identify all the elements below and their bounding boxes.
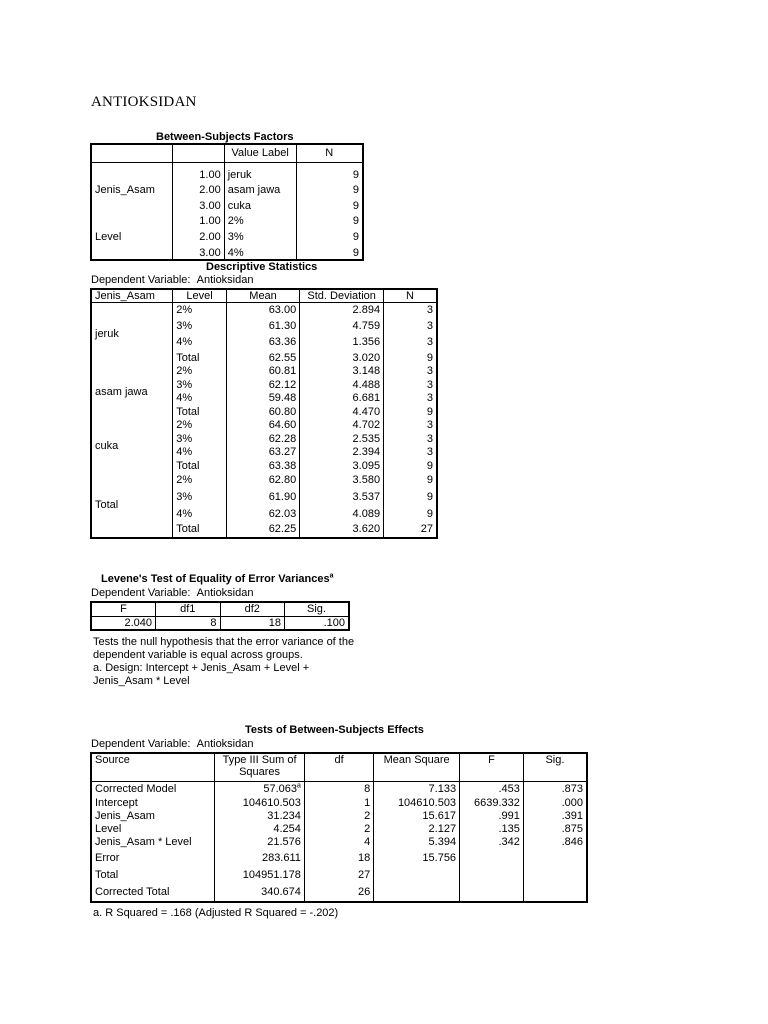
table-cell: Total xyxy=(91,866,215,883)
levene-note: Tests the null hypothesis that the error variance of the dependent variable is equal across groups. xyxy=(93,636,355,661)
table-cell: 3 xyxy=(426,446,433,458)
table-cell xyxy=(224,162,296,169)
table-cell xyxy=(460,883,524,902)
table-cell: 3.148 xyxy=(300,365,384,378)
effects-header-source: Source xyxy=(91,753,215,781)
table-cell: 2.394 xyxy=(300,446,384,459)
levene-title-footnote-marker: a xyxy=(329,572,334,580)
table-cell: 2.127 xyxy=(374,822,460,835)
table-cell: 9 xyxy=(296,199,363,213)
table-cell: 104610.503 xyxy=(374,796,460,809)
table-cell: asam jawa xyxy=(224,181,296,199)
table-cell: 283.611 xyxy=(215,849,305,866)
table-cell: 1.356 xyxy=(300,334,384,351)
table-cell: .991 xyxy=(460,809,524,822)
table-cell: 3 xyxy=(426,419,433,431)
table-cell: 60.80 xyxy=(226,405,299,419)
effects-header-f: F xyxy=(460,753,524,781)
table-cell xyxy=(523,883,587,902)
table-cell: 9 xyxy=(426,459,433,472)
table-cell: 2% xyxy=(173,365,227,378)
factors-table xyxy=(90,143,364,261)
table-cell: 2 xyxy=(304,822,373,835)
factors-jenis-asam xyxy=(91,162,363,213)
table-cell: .873 xyxy=(561,782,583,795)
table-cell: 3.020 xyxy=(300,351,384,365)
factors-row xyxy=(91,181,363,199)
table-cell: 3 xyxy=(426,378,433,391)
table-cell: 9 xyxy=(426,507,433,520)
table-cell: 3.580 xyxy=(300,473,384,488)
table-cell: 3.095 xyxy=(300,459,384,473)
table-cell: 64.60 xyxy=(226,419,299,432)
table-cell: Error xyxy=(91,849,215,866)
table-cell xyxy=(460,866,524,883)
table-cell xyxy=(296,162,363,169)
effects-table xyxy=(90,752,588,903)
table-cell: 3.00 xyxy=(199,200,221,212)
table-cell: 9 xyxy=(296,213,363,228)
table-cell: 2.894 xyxy=(300,303,384,318)
descriptive-group-total xyxy=(91,473,437,538)
table-cell: 63.36 xyxy=(226,334,299,351)
table-cell xyxy=(91,162,173,169)
table-cell: 9 xyxy=(296,228,363,246)
table-cell: 9 xyxy=(426,490,433,503)
table-cell: 31.234 xyxy=(215,809,305,822)
table-cell xyxy=(91,144,173,162)
table-cell: Level xyxy=(91,228,173,246)
table-cell xyxy=(460,849,524,866)
table-cell: .342 xyxy=(460,835,524,849)
table-cell: 4% xyxy=(173,334,227,351)
table-cell: 6639.332 xyxy=(460,796,524,809)
table-cell: Jenis_Asam xyxy=(91,809,215,822)
table-cell: 4 xyxy=(304,835,373,849)
table-cell: Level xyxy=(91,822,215,835)
table-cell: 3% xyxy=(173,378,227,392)
table-cell: 340.674 xyxy=(215,883,305,902)
table-cell: Total xyxy=(173,351,227,365)
table-cell: 4% xyxy=(173,506,227,522)
factors-level xyxy=(91,213,363,260)
levene-header-df2: df2 xyxy=(220,602,285,616)
table-cell: 8 xyxy=(304,781,373,796)
levene-header-f: F xyxy=(91,602,156,616)
descriptive-title: Descriptive Statistics xyxy=(206,261,318,273)
table-row xyxy=(91,883,587,902)
group-label: Total xyxy=(91,473,173,538)
table-cell: cuka xyxy=(224,199,296,213)
table-cell: Total xyxy=(173,459,227,473)
table-cell: 27 xyxy=(420,523,433,535)
table-cell: 3 xyxy=(426,432,433,445)
factors-header-value-label: Value Label xyxy=(224,144,296,162)
table-cell: 26 xyxy=(304,883,373,902)
table-cell: 8 xyxy=(156,616,221,630)
table-cell: 61.30 xyxy=(226,318,299,334)
table-cell: .875 xyxy=(561,822,583,835)
table-cell: 4.089 xyxy=(300,506,384,522)
table-cell: 3.00 xyxy=(199,246,221,259)
table-cell: 5.394 xyxy=(374,835,460,849)
table-cell: .846 xyxy=(561,836,583,848)
factors-header-n: N xyxy=(296,144,363,162)
table-cell: jeruk xyxy=(224,169,296,181)
table-cell: Jenis_Asam xyxy=(91,181,173,199)
descriptive-group-cuka xyxy=(91,419,437,473)
table-cell: .135 xyxy=(460,822,524,835)
effects-dependent-variable: Dependent Variable: Antioksidan xyxy=(91,738,254,750)
table-cell: 2% xyxy=(173,473,227,488)
table-cell: 63.00 xyxy=(226,303,299,318)
table-cell: 3 xyxy=(426,319,433,332)
table-cell: 2% xyxy=(173,303,227,318)
table-cell: 9 xyxy=(296,181,363,199)
table-cell: .100 xyxy=(323,616,345,629)
table-cell: 3 xyxy=(426,365,433,377)
group-label: asam jawa xyxy=(91,365,173,419)
table-cell: 21.576 xyxy=(215,835,305,849)
document-title: ANTIOKSIDAN xyxy=(91,94,197,110)
table-cell: Jenis_Asam * Level xyxy=(91,835,215,849)
table-cell: 2.00 xyxy=(199,184,221,196)
table-cell: 4.254 xyxy=(215,822,305,835)
footnote-marker: a xyxy=(297,782,301,790)
table-row xyxy=(91,303,437,318)
table-cell: 3 xyxy=(426,304,433,317)
table-cell: 63.27 xyxy=(226,446,299,459)
table-cell: 2.00 xyxy=(199,231,221,243)
table-cell: 3% xyxy=(173,432,227,446)
descriptive-header-mean: Mean xyxy=(226,289,299,303)
table-cell: Total xyxy=(173,405,227,419)
table-cell: 9 xyxy=(426,474,433,486)
table-cell xyxy=(523,866,587,883)
table-cell: 62.03 xyxy=(226,506,299,522)
table-row xyxy=(91,781,587,796)
table-cell: 4% xyxy=(173,446,227,459)
table-row xyxy=(91,796,587,809)
levene-dependent-variable: Dependent Variable: Antioksidan xyxy=(91,587,254,599)
effects-header-sum-of-squares: Type III Sum of Squares xyxy=(215,753,305,781)
table-cell: 60.81 xyxy=(226,365,299,378)
levene-header-sig: Sig. xyxy=(307,603,326,616)
table-cell: 62.80 xyxy=(226,473,299,488)
table-cell: 27 xyxy=(304,866,373,883)
table-cell xyxy=(91,213,173,228)
table-cell: 3 xyxy=(426,336,433,348)
table-cell: 4% xyxy=(224,246,296,260)
table-row xyxy=(91,419,437,432)
table-cell: 1 xyxy=(304,796,373,809)
table-cell: Intercept xyxy=(91,796,215,809)
table-cell: 57.063$^a$ xyxy=(215,781,305,796)
table-cell: .453 xyxy=(460,781,524,796)
table-cell: .391 xyxy=(561,809,583,822)
table-cell: 2.535 xyxy=(300,432,384,446)
levene-table xyxy=(90,601,350,631)
table-cell: 18 xyxy=(220,616,285,630)
table-cell: Corrected Total xyxy=(91,883,215,902)
levene-design-footnote: a. Design: Intercept + Jenis_Asam + Level + Jenis_Asam * Level xyxy=(93,662,310,687)
table-row xyxy=(91,616,349,630)
table-cell xyxy=(173,162,225,169)
effects-header-mean-square: Mean Square xyxy=(374,753,460,781)
table-cell: 3.620 xyxy=(300,522,384,538)
effects-header-sig: Sig. xyxy=(545,754,565,766)
effects-title: Tests of Between-Subjects Effects xyxy=(245,724,424,736)
table-cell: 9 xyxy=(296,246,363,260)
table-cell: 4.702 xyxy=(300,419,384,432)
table-cell xyxy=(374,866,460,883)
group-label: jeruk xyxy=(91,303,173,365)
descriptive-header-std-deviation: Std. Deviation xyxy=(300,289,384,303)
table-cell: 9 xyxy=(426,351,433,364)
table-cell: 15.617 xyxy=(374,809,460,822)
table-cell: 18 xyxy=(304,849,373,866)
table-cell: 9 xyxy=(296,169,363,181)
table-cell: 4.488 xyxy=(300,378,384,392)
table-cell: 4.759 xyxy=(300,318,384,334)
table-cell: 3.537 xyxy=(300,488,384,506)
factors-row xyxy=(91,228,363,246)
table-cell: 104951.178 xyxy=(215,866,305,883)
effects-footnote: a. R Squared = .168 (Adjusted R Squared = -.202) xyxy=(93,907,339,919)
table-cell: 62.55 xyxy=(226,351,299,365)
descriptive-group-jeruk xyxy=(91,303,437,365)
table-cell: 3% xyxy=(224,228,296,246)
table-cell: Total xyxy=(173,522,227,538)
table-cell: 59.48 xyxy=(226,392,299,405)
table-cell xyxy=(91,246,173,260)
table-cell: 2.040 xyxy=(91,616,156,630)
table-row xyxy=(91,822,587,835)
table-cell: 61.90 xyxy=(226,488,299,506)
levene-header-df1: df1 xyxy=(156,602,221,616)
table-cell: 2% xyxy=(224,213,296,228)
table-cell: 7.133 xyxy=(374,781,460,796)
table-cell: .000 xyxy=(561,796,583,809)
table-cell: Corrected Model xyxy=(91,781,215,796)
descriptive-header-n: N xyxy=(406,290,414,302)
effects-header-df: df xyxy=(304,753,373,781)
table-cell: 2% xyxy=(173,419,227,432)
table-row xyxy=(91,835,587,849)
table-cell: 4.470 xyxy=(300,405,384,419)
table-cell: 9 xyxy=(426,405,433,418)
factors-row xyxy=(91,246,363,260)
table-cell: 62.12 xyxy=(226,378,299,392)
table-cell xyxy=(374,883,460,902)
table-row xyxy=(91,365,437,378)
descriptive-group-asam-jawa xyxy=(91,365,437,419)
table-cell: 3 xyxy=(426,392,433,404)
table-row xyxy=(91,866,587,883)
factors-row xyxy=(91,169,363,181)
table-cell: 1.00 xyxy=(199,214,221,227)
table-cell: 63.38 xyxy=(226,459,299,473)
descriptive-header-level: Level xyxy=(173,289,227,303)
table-cell: 62.28 xyxy=(226,432,299,446)
descriptive-table xyxy=(90,288,438,539)
table-cell: 104610.503 xyxy=(215,796,305,809)
table-cell: 1.00 xyxy=(199,169,221,181)
descriptive-header-jenis-asam: Jenis_Asam xyxy=(91,289,173,303)
table-row xyxy=(91,849,587,866)
table-cell xyxy=(173,144,225,162)
table-cell xyxy=(523,849,587,866)
group-label: cuka xyxy=(91,419,173,473)
table-cell: 2 xyxy=(304,809,373,822)
table-cell: 15.756 xyxy=(374,849,460,866)
factors-row xyxy=(91,213,363,228)
factors-title: Between-Subjects Factors xyxy=(156,131,294,143)
table-cell: 62.25 xyxy=(226,522,299,538)
levene-title: Levene's Test of Equality of Error Variances$^a$ xyxy=(101,572,334,585)
factors-row xyxy=(91,199,363,213)
table-cell xyxy=(91,169,173,181)
table-cell: 3% xyxy=(173,318,227,334)
table-cell: 3% xyxy=(173,488,227,506)
table-cell: 6.681 xyxy=(300,392,384,405)
table-cell xyxy=(91,199,173,213)
table-cell: 4% xyxy=(173,392,227,405)
descriptive-dependent-variable: Dependent Variable: Antioksidan xyxy=(91,274,254,286)
table-row xyxy=(91,473,437,488)
table-row xyxy=(91,809,587,822)
